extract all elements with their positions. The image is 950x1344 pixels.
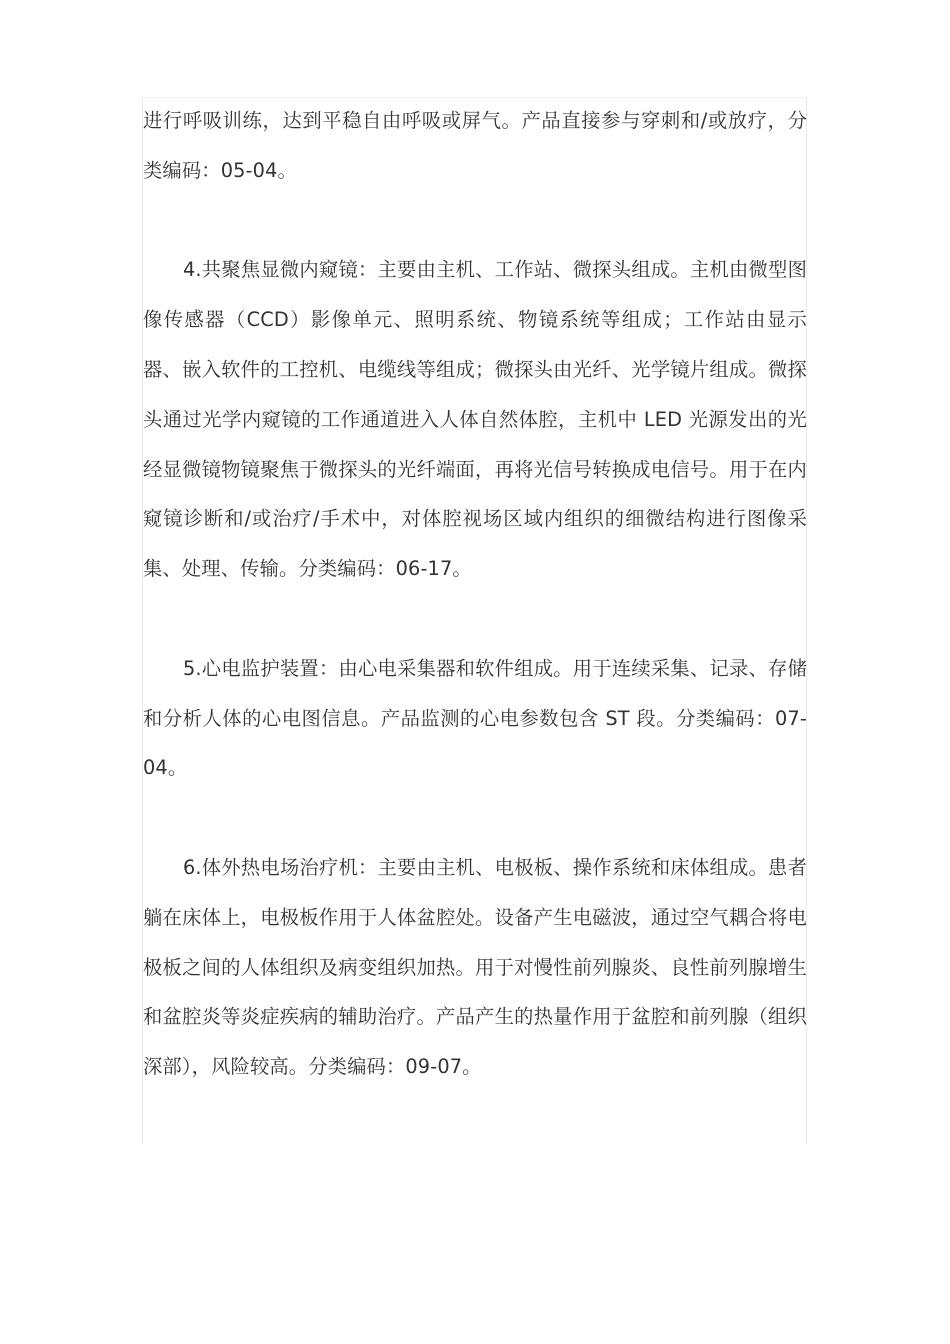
paragraph-item-6: 6.体外热电场治疗机：主要由主机、电极板、操作系统和床体组成。患者躺在床体上，电极板作用于人体盆腔处。设备产生电磁波，通过空气耦合将电极板之间的人体组织及病变组织加热。用于对慢性前列腺炎、良性前列腺增生和盆腔炎等炎症疾病的辅助治疗。产品产生的热量作用于盆腔和前列腺（组织深部），风险较高。分类编码：09-07。	[143, 855, 807, 1079]
document-body	[143, 96, 807, 1092]
paragraph-continuation: 进行呼吸训练，达到平稳自由呼吸或屏气。产品直接参与穿刺和/或放疗，分类编码：05-04。	[143, 109, 807, 182]
paragraph-item-5: 5.心电监护装置：由心电采集器和软件组成。用于连续采集、记录、存储和分析人体的心电图信息。产品监测的心电参数包含 ST 段。分类编码：07-04。	[143, 656, 807, 780]
paragraph-gap	[143, 196, 807, 246]
paragraph-item-4: 4.共聚焦显微内窥镜：主要由主机、工作站、微探头组成。主机由微型图像传感器（CCD）影像单元、照明系统、物镜系统等组成；工作站由显示器、嵌入软件的工控机、电缆线等组成；微探头由光纤、光学镜片组成。微探头通过光学内窥镜的工作通道进入人体自然体腔，主机中 LED 光源发出的光经显微镜物镜聚焦于微探头的光纤端面，再将光信号转换成电信号。用于在内窥镜诊断和/或治疗/手术中，对体腔视场区域内组织的细微结构进行图像采集、处理、传输。分类编码：06-17。	[143, 258, 807, 581]
paragraph-gap	[143, 793, 807, 843]
paragraph-gap	[143, 594, 807, 644]
